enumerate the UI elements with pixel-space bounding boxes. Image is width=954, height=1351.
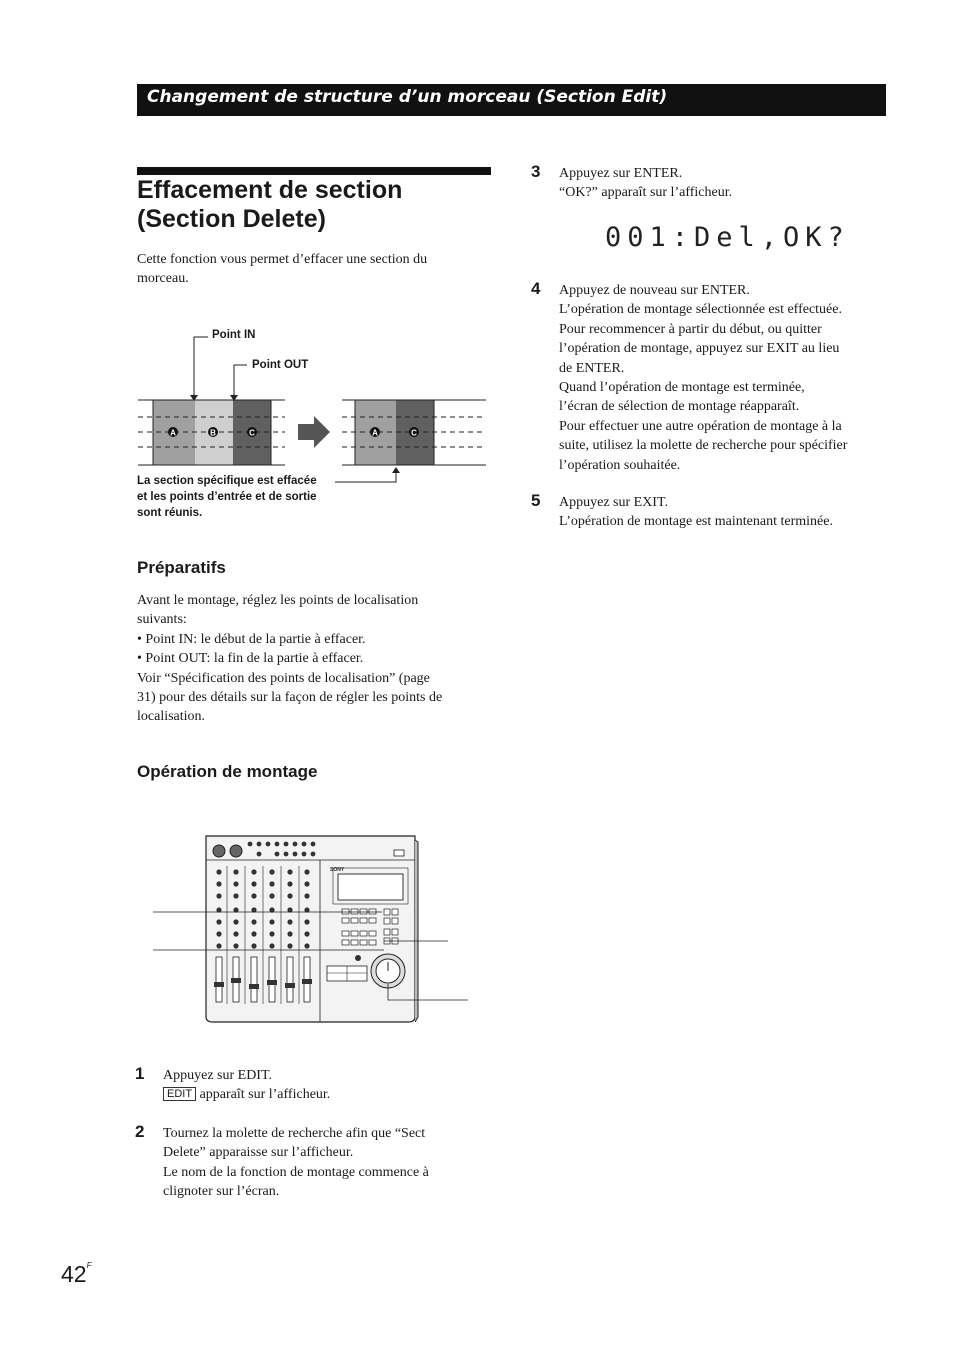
step-line: Appuyez sur EDIT.	[163, 1068, 272, 1083]
caption-line: sont réunis.	[137, 507, 203, 519]
prep-bullet: • Point OUT: la fin de la partie à effacer.	[137, 651, 364, 667]
step-line: suite, utilisez la molette de recherche pour spécifier	[559, 438, 848, 454]
step-line: Pour effectuer une autre opération de montage à la	[559, 418, 842, 434]
step-5-text	[559, 493, 833, 532]
step-line: Delete” apparaisse sur l’afficheur.	[163, 1145, 354, 1161]
prep-line: localisation.	[137, 709, 206, 725]
prep-line: Voir “Spécification des points de localisation” (page	[137, 670, 430, 686]
step-3-text	[559, 164, 732, 203]
step-line: Appuyez sur ENTER.	[559, 166, 683, 181]
marker-c-label: C	[249, 428, 255, 438]
step-line: Tournez la molette de recherche afin que “Sect	[163, 1126, 426, 1141]
step-line: l’opération souhaitée.	[559, 457, 681, 473]
preparatifs-heading: Préparatifs	[137, 558, 226, 577]
step-line: “OK?” apparaît sur l’afficheur.	[559, 185, 733, 201]
step-4-number: 4	[531, 279, 541, 298]
preparatifs-paragraph	[137, 591, 442, 727]
step-line: clignoter sur l’écran.	[163, 1184, 280, 1200]
step-line: Appuyez de nouveau sur ENTER.	[559, 283, 750, 298]
intro-line: Cette fonction vous permet d’effacer une section du	[137, 252, 428, 267]
caption-line: et les points d’entrée et de sortie	[137, 491, 317, 503]
step-line: l’écran de sélection de montage réapparaît.	[559, 399, 800, 415]
lcd-display-text: 001:Del,OK?	[605, 222, 850, 253]
marker-c-label-after: C	[411, 428, 417, 438]
step-line: de ENTER.	[559, 360, 625, 376]
marker-b-label: B	[210, 428, 216, 438]
step-5-number: 5	[531, 491, 541, 510]
marker-a-label-after: A	[372, 428, 378, 438]
step-1-text	[163, 1066, 330, 1105]
header-title: Changement de structure d’un morceau (Section Edit)	[147, 87, 668, 107]
edit-indicator: EDIT	[163, 1087, 196, 1101]
page-suffix: F	[86, 1261, 92, 1270]
step-line: Le nom de la fonction de montage commence à	[163, 1164, 429, 1180]
operation-heading: Opération de montage	[137, 762, 318, 781]
step-2-number: 2	[135, 1122, 145, 1141]
caption-line: La section spécifique est effacée	[137, 475, 317, 487]
brand-label: SONY	[330, 867, 345, 873]
step-line: Appuyez sur EXIT.	[559, 495, 668, 510]
diagram-caption	[137, 473, 317, 521]
step-4-text	[559, 281, 847, 475]
section-delete-diagram	[130, 325, 500, 485]
right-arrow-icon	[298, 416, 330, 448]
step-line: l’opération de montage, appuyez sur EXIT au lieu	[559, 341, 840, 357]
step-line: L’opération de montage sélectionnée est effectuée.	[559, 302, 842, 318]
marker-a-label: A	[170, 428, 176, 438]
point-in-label: Point IN	[212, 329, 256, 341]
intro-line: morceau.	[137, 271, 189, 287]
step-1-number: 1	[135, 1064, 145, 1083]
after-strip	[342, 400, 486, 465]
header-bar	[137, 84, 886, 116]
step-3-number: 3	[531, 162, 541, 181]
page-number: $42^F$	[61, 1261, 92, 1287]
section-rule	[137, 167, 491, 175]
step-line: Pour recommencer à partir du début, ou quitter	[559, 321, 822, 337]
prep-line: 31) pour des détails sur la façon de régler les points de	[137, 690, 443, 706]
prep-line: suivants:	[137, 612, 187, 628]
step-line: L’opération de montage est maintenant terminée.	[559, 514, 833, 530]
section-title: Effacement de section (Section Delete)	[137, 176, 403, 233]
prep-bullet: • Point IN: le début de la partie à effacer.	[137, 631, 366, 647]
step-2-text	[163, 1124, 429, 1202]
before-strip	[138, 400, 285, 465]
point-out-label: Point OUT	[252, 359, 309, 371]
prep-line: Avant le montage, réglez les points de localisation	[137, 593, 419, 608]
intro-paragraph	[137, 250, 427, 289]
step-line: EDIT apparaît sur l’afficheur.	[163, 1085, 330, 1104]
mixer-device-illustration	[150, 832, 470, 1027]
step-line: Quand l’opération de montage est terminée,	[559, 380, 805, 396]
